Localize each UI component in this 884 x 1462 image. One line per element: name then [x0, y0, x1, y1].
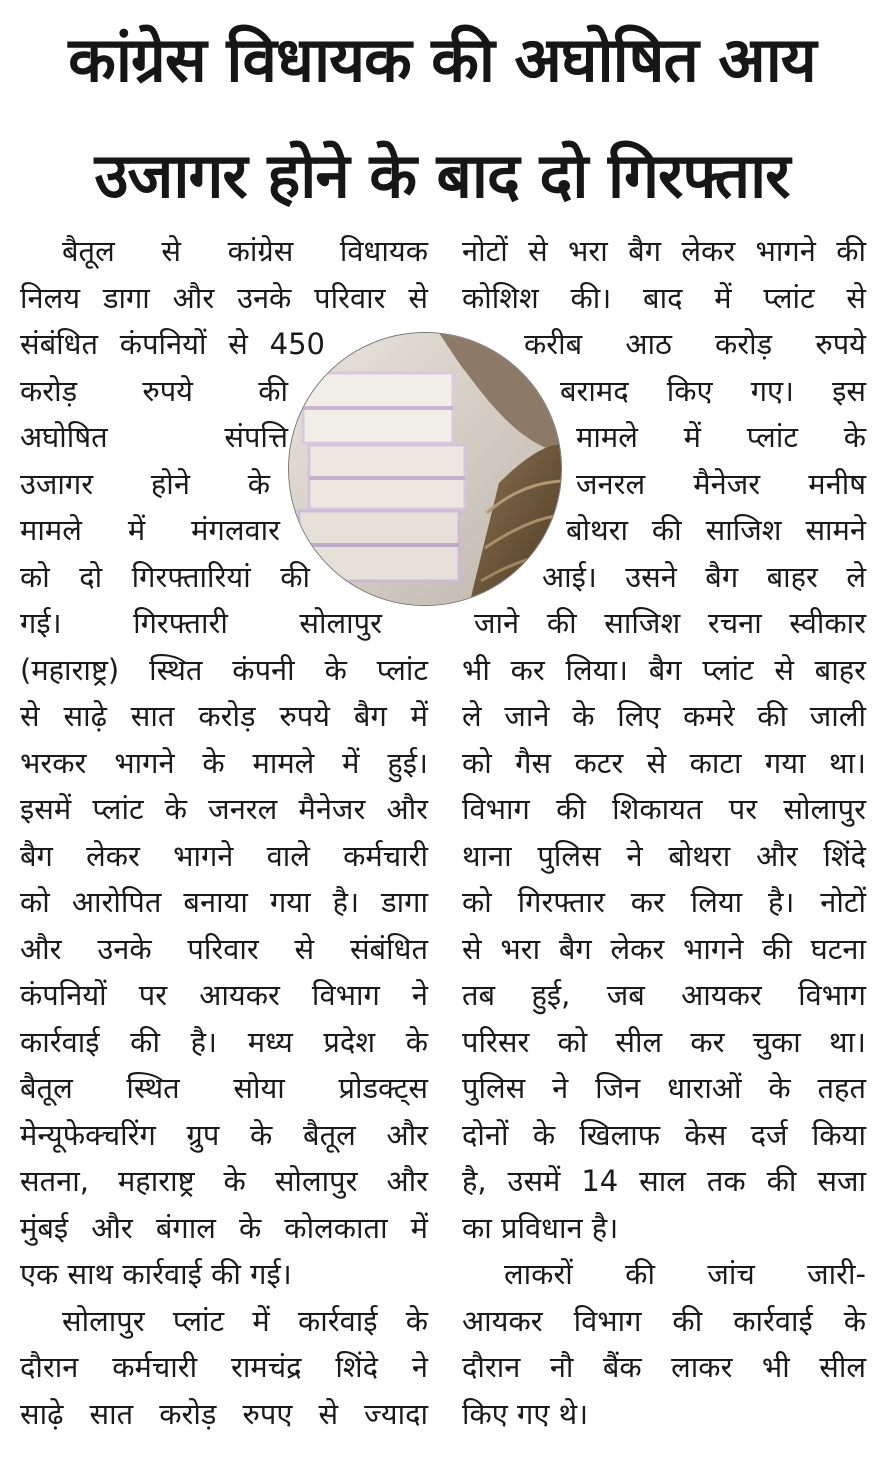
text-line: पुलिस ने जिन धाराओं के तहत [462, 1071, 866, 1105]
text-line: को आरोपित बनाया गया है। डागा [20, 885, 428, 919]
text-line: बोथरा की साजिश सामने [566, 513, 866, 547]
text-line: कार्रवाई की है। मध्य प्रदेश के [20, 1024, 428, 1059]
cash-bundles-illustration [289, 333, 561, 605]
text-line: दौरान नौ बैंक लाकर भी सील [462, 1350, 866, 1384]
text-line: ले जाने के लिए कमरे की जाली [462, 699, 866, 733]
text-line: इसमें प्लांट के जनरल मैनेजर और [20, 792, 428, 826]
headline-line-1: कांग्रेस विधायक की अघोषित आय [68, 23, 816, 96]
cash-bundles-photo [288, 332, 562, 606]
text-line: से साढ़े सात करोड़ रुपये बैग में [20, 699, 428, 733]
text-line: साढ़े सात करोड़ रुपए से ज्यादा [20, 1396, 428, 1431]
text-line: मुंबई और बंगाल के कोलकाता में [20, 1210, 428, 1245]
text-line: दोनों के खिलाफ केस दर्ज किया [462, 1117, 866, 1152]
text-line: को गिरफ्तार कर लिया है। नोटों [462, 885, 866, 919]
text-line: जनरल मैनेजर मनीष [576, 466, 866, 501]
text-line: सोलापुर प्लांट में कार्रवाई के [62, 1303, 428, 1338]
text-line: लाकरों की जांच जारी- [504, 1257, 866, 1291]
text-line: भी कर लिया। बैग प्लांट से बाहर [462, 652, 866, 687]
text-line: एक साथ कार्रवाई की गई। [20, 1257, 292, 1291]
text-line: दौरान कर्मचारी रामचंद्र शिंदे ने [20, 1350, 428, 1384]
text-line: को गैस कटर से काटा गया था। [462, 745, 866, 780]
text-line: (महाराष्ट्र) स्थित कंपनी के प्लांट [20, 652, 428, 687]
text-line: निलय डागा और उनके परिवार से [20, 280, 428, 315]
text-line: बैग लेकर भागने वाले कर्मचारी [20, 838, 428, 873]
text-line: से भरा बैग लेकर भागने की घटना [462, 931, 866, 966]
text-line: विभाग की शिकायत पर सोलापुर [462, 792, 866, 826]
text-line: बैतूल स्थित सोया प्रोडक्ट्स [20, 1071, 428, 1105]
text-line: परिसर को सील कर चुका था। [462, 1024, 866, 1059]
headline-line-2: उजागर होने के बाद दो गिरफ्तार [94, 139, 790, 212]
text-line: आयकर विभाग की कार्रवाई के [462, 1303, 866, 1338]
text-line: कंपनियों पर आयकर विभाग ने [20, 978, 428, 1012]
text-line: भरकर भागने के मामले में हुई। [20, 745, 428, 780]
text-line: किए गए थे। [462, 1396, 589, 1431]
text-line: का प्रविधान है। [462, 1210, 619, 1245]
text-line: और उनके परिवार से संबंधित [20, 931, 428, 966]
text-line: नोटों से भरा बैग लेकर भागने की [462, 234, 866, 268]
text-line: करीब आठ करोड़ रुपये [524, 327, 866, 361]
text-line: मेन्यूफेक्चरिंग ग्रुप के बैतूल और [20, 1117, 428, 1152]
text-line: संबंधित कंपनियों से 450 [20, 327, 325, 361]
text-line: है, उसमें 14 साल तक की सजा [462, 1164, 866, 1198]
text-line: थाना पुलिस ने बोथरा और शिंदे [462, 838, 866, 873]
text-line: को दो गिरफ्तारियां की [20, 559, 310, 594]
text-line: करोड़ रुपये की [20, 373, 288, 408]
text-line: बरामद किए गए। इस [560, 373, 866, 408]
text-line: जाने की साजिश रचना स्वीकार [474, 606, 866, 640]
text-line: उजागर होने के [20, 466, 270, 501]
text-line: तब हुई, जब आयकर विभाग [462, 978, 866, 1012]
text-line: मामले में प्लांट के [576, 420, 866, 454]
text-line: बैतूल से कांग्रेस विधायक [62, 234, 428, 268]
text-line: सतना, महाराष्ट्र के सोलापुर और [20, 1164, 428, 1198]
text-line: अघोषित संपत्ति [20, 420, 288, 454]
text-line: आई। उसने बैग बाहर ले [542, 559, 866, 594]
text-line: मामले में मंगलवार [20, 513, 280, 547]
text-line: गई। गिरफ्तारी सोलापुर [20, 606, 382, 640]
text-line: कोशिश की। बाद में प्लांट से [462, 280, 866, 315]
